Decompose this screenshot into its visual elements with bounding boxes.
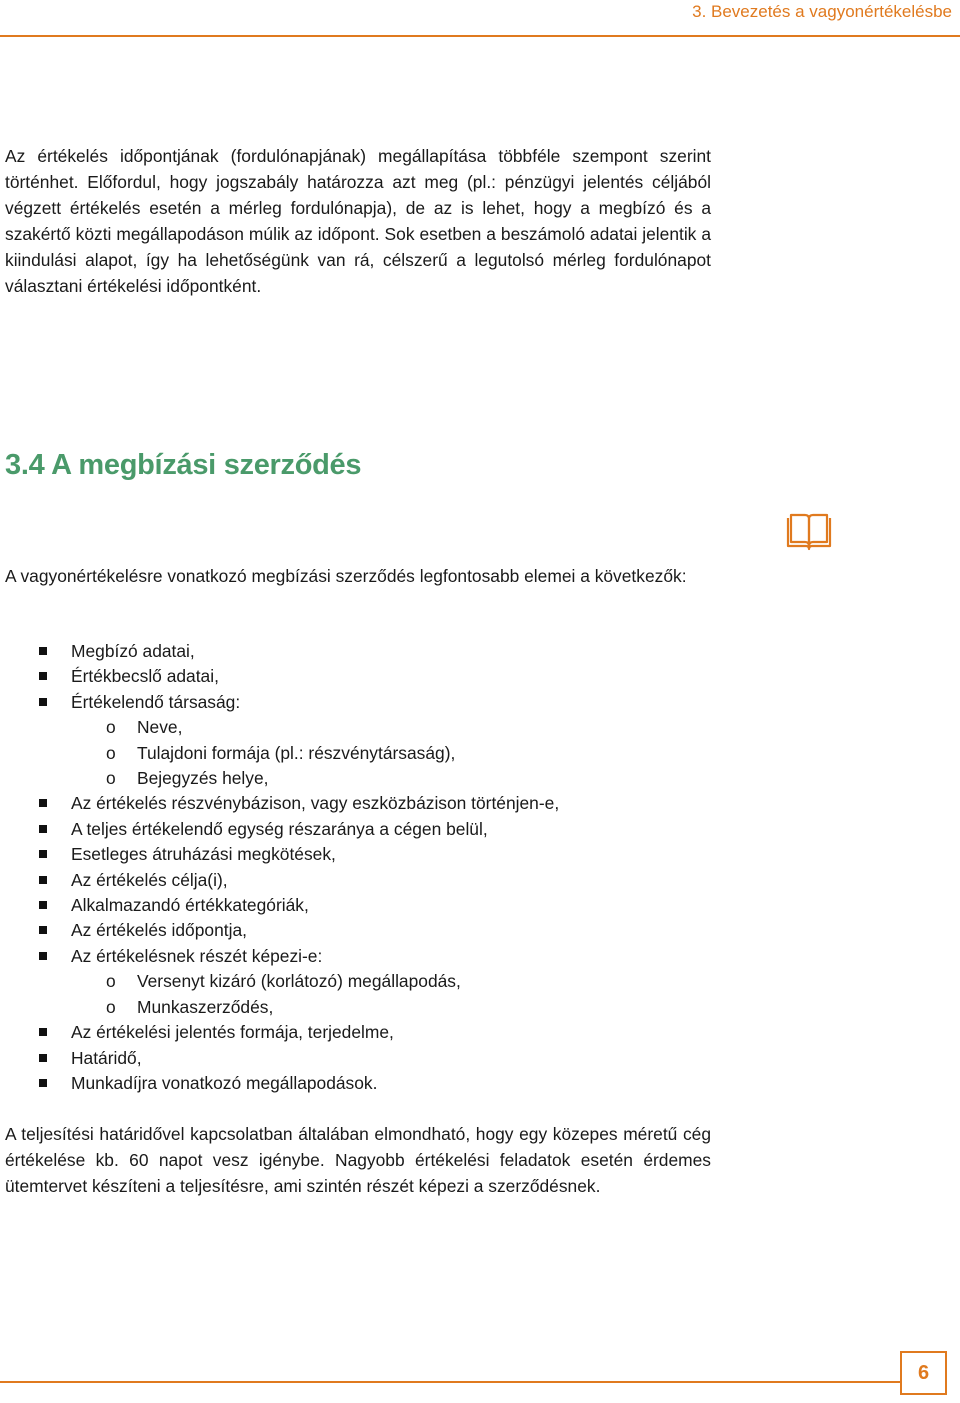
list-item-text: Az értékelésnek részét képezi-e: [71, 945, 323, 966]
list-item [0, 690, 559, 715]
list-item-text: Alkalmazandó értékkategóriák, [71, 895, 309, 916]
list-item-text: Munkadíjra vonatkozó megállapodások. [71, 1072, 378, 1093]
list-item-text: Értékbecslő adatai, [71, 666, 219, 687]
list-item [0, 842, 559, 867]
list-item-text: Esetleges átruházási megkötések, [71, 844, 336, 865]
list-item [0, 817, 559, 842]
list-item-text: Az értékelés célja(i), [71, 869, 228, 890]
contract-elements-list [0, 639, 559, 1096]
sub-bullet-marker: o [106, 971, 116, 992]
list-item-text: Versenyt kizáró (korlátozó) megállapodás, [137, 971, 461, 992]
sub-bullet-marker: o [106, 768, 116, 789]
list-item-text: Az értékelés részvénybázison, vagy eszközbázison történjen-e, [71, 793, 560, 814]
footer-rule [0, 1381, 900, 1383]
list-item [0, 1046, 559, 1071]
list-item-text: Bejegyzés helye, [137, 768, 269, 789]
deadline-paragraph: A teljesítési határidővel kapcsolatban általában elmondható, hogy egy közepes méretű cég értékelése kb. 60 napot vesz igénybe. Nagyobb értékelési feladatok esetén érdemes ütemtervet készíteni a teljesítésre, ami szintén részét képezi a szerződésnek. [5, 1124, 711, 1196]
list-item [0, 639, 559, 664]
book-icon [786, 512, 832, 552]
page-number: 6 [900, 1351, 947, 1395]
list-item [0, 918, 559, 943]
sub-list-item [0, 766, 559, 791]
list-item-text: Munkaszerződés, [137, 996, 274, 1017]
list-item [0, 868, 559, 893]
running-header: 3. Bevezetés a vagyonértékelésbe [692, 2, 952, 21]
list-item [0, 893, 559, 918]
sub-bullet-marker: o [106, 742, 116, 763]
list-item [0, 1071, 559, 1096]
list-item [0, 791, 559, 816]
sub-list-item [0, 715, 559, 740]
sub-list-item [0, 995, 559, 1020]
section-heading: 3.4 A megbízási szerződés [5, 449, 362, 481]
list-item-text: A teljes értékelendő egység részaránya a cégen belül, [71, 818, 488, 839]
header-rule [0, 35, 960, 37]
sub-bullet-marker: o [106, 717, 116, 738]
list-item-text: Neve, [137, 717, 183, 738]
list-item-text: Tulajdoni formája (pl.: részvénytársaság), [137, 742, 456, 763]
list-item [0, 664, 559, 689]
list-item-text: Az értékelés időpontja, [71, 920, 247, 941]
list-item-text: Az értékelési jelentés formája, terjedelme, [71, 1022, 394, 1043]
list-item [0, 944, 559, 969]
list-item [0, 1020, 559, 1045]
intro-paragraph: Az értékelés időpontjának (fordulónapjának) megállapítása többféle szempont szerint történhet. Előfordul, hogy jogszabály határozza azt meg (pl.: pénzügyi jelentés céljából végzett értékelés esetén a mérleg fordulónapja), de az is lehet, hogy a megbízó és a szakértő közti megállapodáson múlik az időpont. Sok esetben a beszámoló adatai jelentik a kiindulási alapot, így ha lehetőségünk van rá, célszerű a legutolsó mérleg fordulónapot választani értékelési időpontként. [5, 146, 711, 296]
sub-list-item [0, 741, 559, 766]
intro-list-paragraph: A vagyonértékelésre vonatkozó megbízási szerződés legfontosabb elemei a következők: [5, 566, 687, 586]
list-item-text: Értékelendő társaság: [71, 691, 241, 712]
sub-list-item [0, 969, 559, 994]
list-item-text: Határidő, [71, 1047, 142, 1068]
sub-bullet-marker: o [106, 996, 116, 1017]
list-item-text: Megbízó adatai, [71, 641, 195, 661]
